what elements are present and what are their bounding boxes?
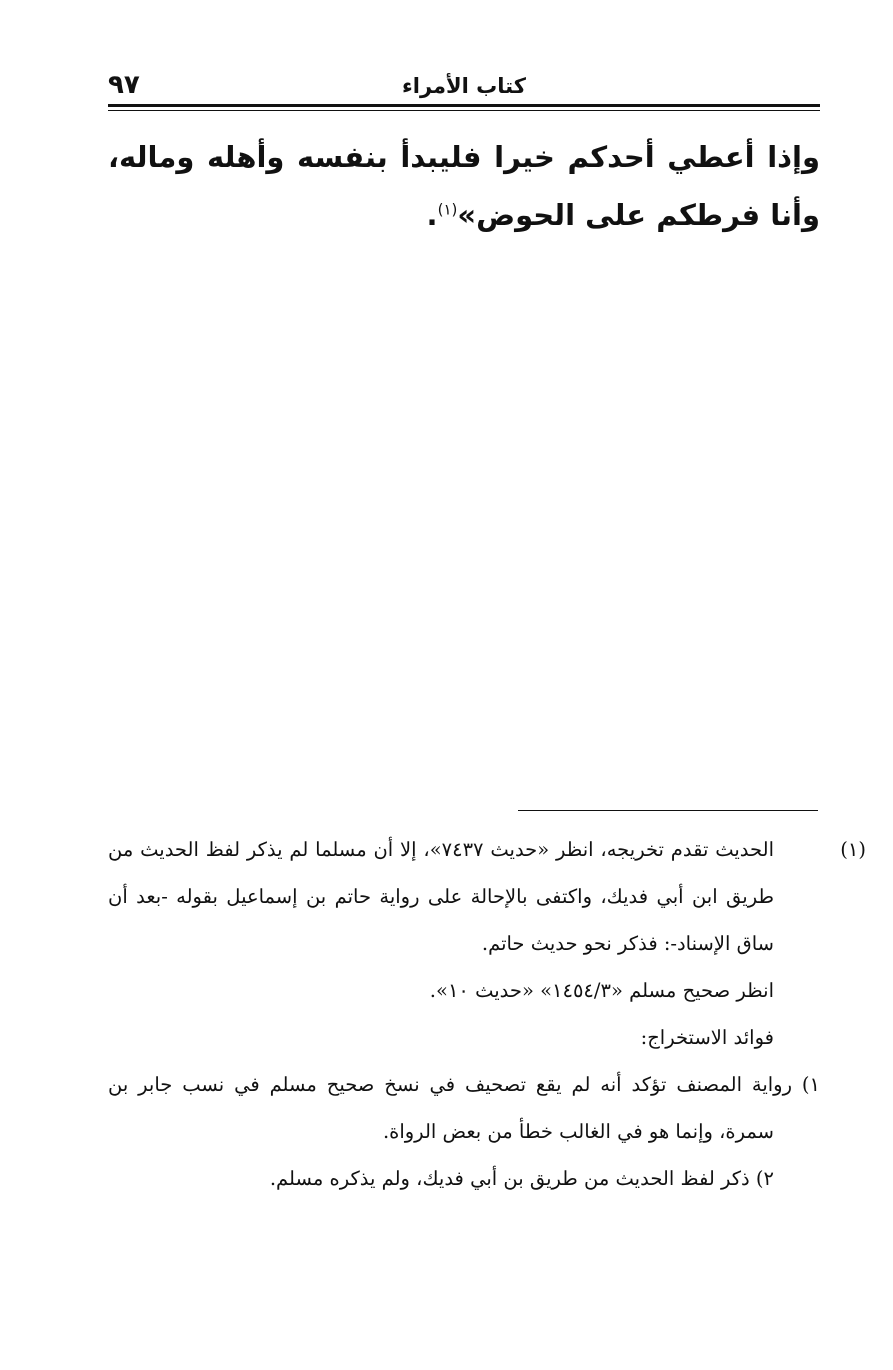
header-rule-thick: [108, 104, 820, 107]
benefit-2: ٢) ذكر لفظ الحديث من طريق بن أبي فديك، ولم يذكره مسلم.: [269, 1167, 774, 1190]
footnotes: [108, 826, 866, 1202]
footnote-1-text: الحديث تقدم تخريجه، انظر «حديث ٧٤٣٧»، إلا أن مسلما لم يذكر لفظ الحديث من طريق ابن أبي فديك، واكتفى بالإحالة على رواية حاتم بن إسماعيل بقوله -بعد أن ساق الإسناد-: فذكر نحو حديث حاتم.: [108, 838, 774, 955]
header-rule-thin: [108, 110, 820, 111]
running-title: كتاب الأمراء: [402, 74, 526, 98]
page-header: [108, 68, 820, 104]
footnote-separator: [518, 810, 818, 811]
footnote-1-marker: (١): [840, 838, 866, 861]
footnote-reference: (١): [437, 200, 458, 219]
main-text-end: .: [426, 198, 438, 232]
main-text: [108, 128, 820, 244]
footnote-1: [108, 826, 866, 967]
benefits-heading: فوائد الاستخراج:: [640, 1026, 774, 1049]
footnote-reference-line: انظر صحيح مسلم «١٤٥٤/٣» «حديث ١٠».: [429, 979, 774, 1002]
main-text-body: وإذا أعطي أحدكم خيرا فليبدأ بنفسه وأهله وماله، وأنا فرطكم على الحوض»: [108, 140, 820, 232]
benefit-1: ١) رواية المصنف تؤكد أنه لم يقع تصحيف في نسخ صحيح مسلم في نسب جابر بن سمرة، وإنما هو في الغالب خطأ من بعض الرواة.: [108, 1073, 820, 1143]
page-number: ٩٧: [108, 70, 140, 100]
